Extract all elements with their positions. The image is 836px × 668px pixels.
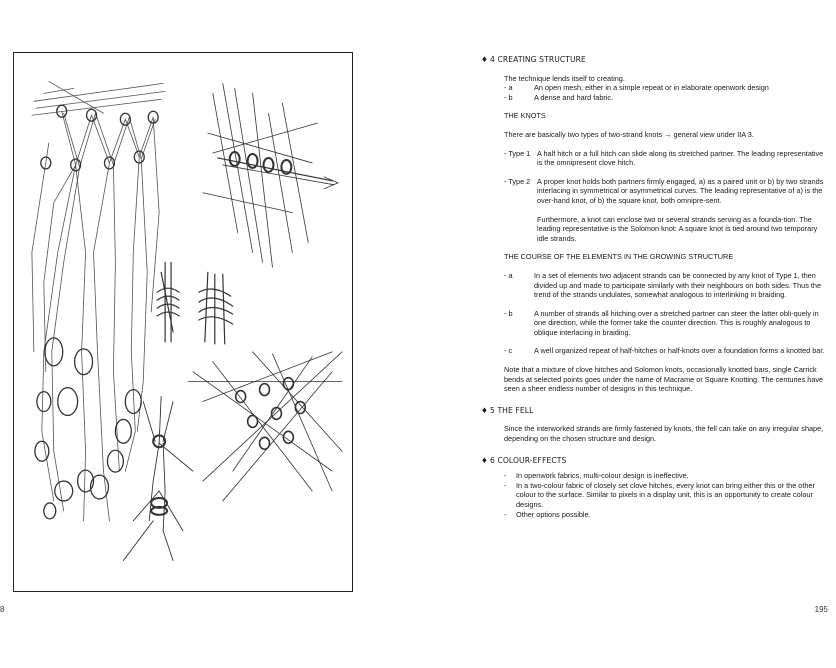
knots-intro: There are basically two types of two-strand knots → general view under IIA 3. — [504, 129, 754, 139]
page-number-left: 8 — [0, 605, 5, 614]
option-row — [504, 93, 829, 103]
option-text: A dense and hard fabric. — [534, 92, 614, 102]
course-text: A number of strands all hitching over a stretched partner can steer the latter obli-quely in one direction, while the former take the counter direction. This is roughly analogous to oblique interlacing in braiding. — [534, 308, 819, 337]
section-4-note: Note that a mixture of clove hitches and Solomon knots, occasionally knotted bars, single Carrick bends at selected points goes under the name of Macrame or Square Knotting. The centuries have seen a sheer endless number of designs in this technique. — [504, 365, 824, 394]
sketch-mesh-knots — [35, 105, 158, 519]
sketch-hitch-row — [203, 83, 338, 267]
sketch-diagonal-grid — [188, 352, 342, 501]
knots-heading: THE KNOTS — [504, 111, 546, 121]
type-label: - Type 2 — [504, 176, 531, 186]
page-number-right: 195 — [814, 605, 828, 614]
type-row — [504, 177, 829, 206]
list-item-text: Other options possible. — [516, 509, 591, 519]
section-6-body — [504, 465, 829, 519]
type-text: A proper knot holds both partners firmly engaged, a) as a paired unit or b) by two strands interlacing in symmetrical or asymmetrical curves. The leading representative of a) is the over-hand knot, of b) the square knot, both omnipre-sent. — [537, 176, 824, 205]
text-column — [481, 55, 829, 519]
course-label: - b — [504, 308, 513, 318]
sketch-grid-knots — [236, 378, 306, 450]
sketch-figure — [13, 52, 353, 592]
course-text: A well organized repeat of half-hitches or half-knots over a foundation forms a knotted bar. — [534, 346, 825, 356]
section-5-body — [504, 424, 829, 443]
type-label: - Type 1 — [504, 148, 531, 158]
sketch-coil-bars — [157, 262, 233, 344]
knot-sketches — [14, 53, 352, 591]
sketch-bundle — [123, 397, 193, 561]
course-item — [504, 271, 829, 300]
type-text: A half hitch or a full hitch can slide along its stretched partner. The leading representative is the omnipresent clove hitch. — [537, 148, 824, 168]
type-2-extra: Furthermore, a knot can enclose two or several strands serving as a founda-tion. The leading representative is the Solomon knot: A square knot is tied around two temporary idle strands. — [537, 214, 818, 243]
list-item-text: In a two-colour fabric of closely set clove hitches, every knot can bring either this or the other colour to the surface. Similar to pixels in a display unit, this is an opportunity to create colour designs. — [516, 480, 815, 509]
course-text: In a set of elements two adjacent strands can be connected by any knot of Type 1, then divided up and made to participate similarly with their neighbours on both sides. Thus the trend of the strands undulates, somewhat analogous to interlinking in braiding. — [534, 270, 822, 300]
diamond-bullet-icon: ♦ — [481, 405, 488, 415]
list-item-text: In openwork fabrics, multi-colour design is ineffective. — [516, 471, 689, 481]
sketch-mesh-hanging — [32, 81, 165, 520]
diamond-bullet-icon: ♦ — [481, 55, 488, 64]
section-heading-6: ♦ 6 COLOUR-EFFECTS — [481, 455, 567, 465]
option-text: An open mesh, either in a simple repeat or in elaborate openwork design — [534, 83, 769, 93]
option-label: - a — [504, 83, 513, 93]
section-4-intro: The technique lends itself to creating. — [504, 73, 625, 83]
section-4-body — [504, 74, 829, 394]
course-item — [504, 309, 829, 338]
type-row — [504, 149, 829, 168]
section-5-text: Since the interworked strands are firmly fastened by knots, the fell can take on any irregular shape, depending on the chosen structure and design. — [504, 424, 824, 444]
section-heading-4: ♦ 4 CREATING STRUCTURE — [481, 55, 586, 64]
list-item: - In openwork fabrics, multi-colour design is ineffective. — [504, 471, 829, 481]
course-heading: THE COURSE OF THE ELEMENTS IN THE GROWING STRUCTURE — [504, 252, 734, 262]
diamond-bullet-icon: ♦ — [481, 455, 488, 465]
option-label: - b — [504, 92, 513, 102]
course-label: - a — [504, 270, 513, 280]
option-row — [504, 83, 829, 93]
list-item: - In a two-colour fabric of closely set clove hitches, every knot can bring either this or the other colour to the surface. Similar to pixels in a display unit, this is an opportunity to create colour designs. — [504, 481, 829, 510]
course-label: - c — [504, 346, 513, 356]
course-item — [504, 346, 829, 356]
list-item: - Other options possible. — [504, 510, 829, 520]
section-heading-5: ♦ 5 THE FELL — [481, 405, 534, 415]
